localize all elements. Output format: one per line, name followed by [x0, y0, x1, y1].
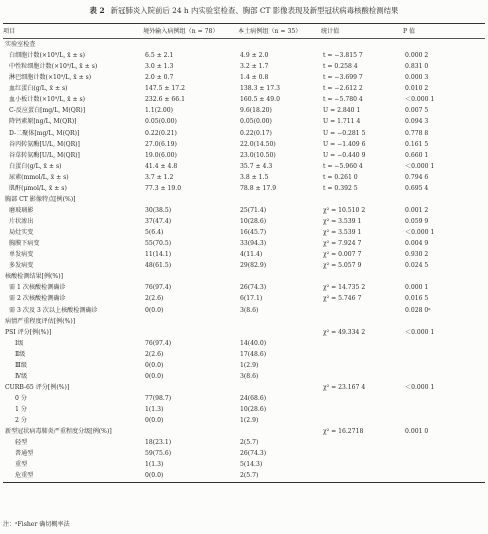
table-row: [3, 172, 485, 183]
p-value-cell: 0.007 5: [405, 107, 429, 115]
statistic-cell: χ² = 0.007 7: [323, 251, 362, 259]
local-group-cell: 5(14.3): [240, 461, 263, 469]
local-group-cell: 22.0(14.50): [240, 140, 276, 148]
imported-group-cell: 19.0(6.00): [145, 151, 177, 159]
table-row: [3, 349, 485, 360]
table-row: [3, 260, 485, 271]
table-row: [3, 216, 485, 227]
p-value-cell: [403, 448, 485, 459]
item-name-cell: 重型: [15, 461, 28, 469]
table-row: [3, 360, 485, 371]
p-value-cell: 0.016 5: [405, 295, 429, 303]
table-row: [3, 61, 485, 72]
local-group-cell: 160.5 ± 49.0: [240, 96, 280, 104]
p-value-cell: [403, 338, 485, 349]
table-row: [3, 437, 485, 448]
local-group-cell: 3(8.6): [240, 372, 259, 380]
table-row: [3, 459, 485, 470]
imported-group-cell: 76(97.4): [145, 284, 172, 292]
statistic-cell: χ² = 5.746 7: [323, 295, 362, 303]
item-name-cell: C-反应蛋白[mg/L, M(QR)]: [9, 107, 86, 115]
imported-group-cell: 2(2.6): [145, 350, 164, 358]
table-caption: [0, 5, 488, 16]
statistic-cell: [321, 305, 403, 316]
item-name-cell: PSI 评分[例(%)]: [5, 328, 52, 336]
p-value-cell: 0.000 2: [405, 52, 429, 60]
p-value-cell: [403, 437, 485, 448]
imported-group-cell: 77(98.7): [145, 395, 172, 403]
statistic-cell: [321, 448, 403, 459]
imported-group-cell: 59(75.6): [145, 450, 172, 458]
p-value-cell: [403, 404, 485, 415]
table-row: [3, 105, 485, 116]
imported-group-cell: 77.3 ± 19.0: [145, 184, 182, 192]
table-row: [3, 50, 485, 61]
imported-group-cell: 48(61.5): [145, 262, 172, 270]
local-group-cell: 1(2.9): [240, 417, 259, 425]
item-name-cell: 0 分: [15, 395, 27, 403]
imported-group-cell: 1.1(2.00): [145, 107, 174, 115]
p-value-cell: ＜0.000 1: [405, 96, 435, 104]
imported-group-cell: 30(38.5): [145, 206, 172, 214]
imported-group-cell: 0(0.0): [145, 417, 164, 425]
statistic-cell: t = 0.392 5: [323, 184, 358, 192]
p-value-cell: [403, 39, 485, 51]
p-value-cell: [403, 360, 485, 371]
item-name-cell: 普通型: [15, 450, 34, 458]
local-group-cell: 17(48.6): [240, 350, 267, 358]
local-group-cell: 35.7 ± 4.3: [240, 162, 273, 170]
statistic-cell: [321, 437, 403, 448]
header-p-value: P 值: [403, 24, 485, 39]
statistic-cell: t = −5.780 4: [323, 96, 363, 104]
statistic-cell: χ² = 23.167 4: [323, 383, 366, 391]
imported-group-cell: 0.05(0.00): [145, 118, 177, 126]
p-value-cell: [403, 415, 485, 426]
item-name-cell: D-二聚体[mg/L, M(QR)]: [9, 129, 80, 137]
local-group-cell: 14(40.0): [240, 339, 267, 347]
p-value-cell: [403, 371, 485, 382]
local-group-cell: 1(2.9): [240, 361, 259, 369]
results-table: [3, 23, 485, 483]
table-row: [3, 238, 485, 249]
table-row: [3, 404, 485, 415]
statistic-cell: [321, 349, 403, 360]
table-row: [3, 293, 485, 304]
local-group-cell: 0.05(0.00): [240, 118, 272, 126]
item-name-cell: 实验室检查: [5, 41, 36, 49]
local-group-cell: 1.4 ± 0.8: [240, 74, 269, 82]
p-value-cell: 0.094 3: [405, 118, 429, 126]
statistic-cell: t = −2.612 2: [323, 85, 363, 93]
local-group-cell: 4.9 ± 2.0: [240, 52, 269, 60]
statistic-cell: [321, 470, 403, 482]
statistic-cell: χ² = 3.539 1: [323, 218, 362, 226]
local-group-cell: 23.0(10.50): [240, 151, 276, 159]
p-value-cell: [403, 194, 485, 205]
statistic-cell: χ² = 3.539 1: [323, 229, 362, 237]
imported-group-cell: [143, 39, 238, 51]
imported-group-cell: 5(6.4): [145, 229, 164, 237]
item-name-cell: 胸部 CT 影像特点[例(%)]: [5, 195, 76, 203]
statistic-cell: [321, 404, 403, 415]
p-value-cell: 0.161 5: [405, 140, 429, 148]
table-row: [3, 271, 485, 282]
local-group-cell: 2(5.7): [238, 470, 321, 482]
item-name-cell: 局灶实变: [9, 229, 34, 237]
local-group-cell: [238, 382, 321, 393]
local-group-cell: 2(5.7): [240, 439, 259, 447]
item-name-cell: 尿素(mmol/L, x̄ ± s): [9, 173, 69, 181]
statistic-cell: [321, 415, 403, 426]
item-name-cell: 胸膜下病变: [9, 240, 40, 248]
statistic-cell: t = 0.258 4: [323, 63, 358, 71]
item-name-cell: 需 2 次核酸检测确诊: [9, 295, 66, 303]
table-row: [3, 249, 485, 260]
local-group-cell: 24(68.6): [240, 395, 267, 403]
item-name-cell: 白细胞计数(×10⁹/L, x̄ ± s): [9, 52, 86, 60]
p-value-cell: [403, 470, 485, 482]
statistic-cell: t = −5.960 4: [323, 162, 363, 170]
p-value-cell: ＜0.000 1: [405, 229, 435, 237]
table-row: [3, 205, 485, 216]
item-name-cell: 淋巴细胞计数(×10⁹/L, x̄ ± s): [9, 74, 92, 82]
imported-group-cell: 0(0.0): [143, 470, 238, 482]
table-row: [3, 39, 485, 51]
imported-group-cell: [143, 316, 238, 327]
item-name-cell: 需 1 次核酸检测确诊: [9, 284, 66, 292]
p-value-cell: 0.024 5: [405, 262, 429, 270]
p-value-cell: 0.059 9: [405, 218, 429, 226]
imported-group-cell: 1(1.3): [145, 461, 164, 469]
table-row: [3, 316, 485, 327]
item-name-cell: 核酸检测结果[例(%)]: [5, 273, 63, 281]
imported-group-cell: [143, 327, 238, 338]
p-value-cell: 0.660 1: [405, 151, 429, 159]
item-name-cell: 白蛋白(g/L, x̄ ± s): [9, 162, 62, 170]
table-row: [3, 72, 485, 83]
item-name-cell: 谷草转氨酶[U/L, M(QR)]: [9, 151, 80, 159]
local-group-cell: 0.22(0.17): [240, 129, 272, 137]
local-group-cell: 25(71.4): [240, 206, 267, 214]
table-title: 新冠肺炎入院前后 24 h 内实验室检查、胸部 CT 影像表现及新型冠状病毒核酸检测结果: [110, 6, 399, 15]
p-value-cell: 0.001 0: [405, 428, 429, 436]
imported-group-cell: 18(23.1): [145, 439, 172, 447]
p-value-cell: 0.000 1: [405, 284, 429, 292]
statistic-cell: χ² = 14.735 2: [323, 284, 366, 292]
p-value-cell: 0.778 8: [405, 129, 429, 137]
statistic-cell: [321, 338, 403, 349]
local-group-cell: [238, 194, 321, 205]
item-name-cell: 新型冠状病毒肺炎严重程度分级[例(%)]: [5, 428, 112, 436]
p-value-cell: 0.000 3: [405, 74, 429, 82]
imported-group-cell: 37(47.4): [145, 218, 172, 226]
imported-group-cell: 0(0.0): [145, 361, 164, 369]
table-row: [3, 161, 485, 172]
table-row: [3, 470, 485, 482]
local-group-cell: 3.8 ± 1.5: [240, 173, 269, 181]
table-row: [3, 227, 485, 238]
p-value-cell: [403, 316, 485, 327]
item-name-cell: 多发病变: [9, 262, 34, 270]
item-name-cell: 轻型: [15, 439, 28, 447]
item-name-cell: 1 分: [15, 406, 27, 414]
item-name-cell: 中性粒细胞计数(×10⁹/L, x̄ ± s): [9, 63, 98, 71]
local-group-cell: 3.2 ± 1.7: [240, 63, 269, 71]
table-row: [3, 415, 485, 426]
statistic-cell: [321, 371, 403, 382]
table-row: [3, 128, 485, 139]
statistic-cell: [321, 360, 403, 371]
table-row: [3, 139, 485, 150]
imported-group-cell: [143, 194, 238, 205]
table-row: [3, 338, 485, 349]
item-name-cell: Ⅰ级: [15, 339, 24, 347]
item-name-cell: Ⅲ级: [15, 361, 27, 369]
statistic-cell: χ² = 16.2718: [323, 428, 364, 436]
table-number: 表 2: [89, 6, 105, 15]
table-row: [3, 371, 485, 382]
local-group-cell: [238, 316, 321, 327]
p-value-cell: [403, 393, 485, 404]
imported-group-cell: 3.7 ± 1.2: [145, 173, 174, 181]
statistic-cell: χ² = 7.924 7: [323, 240, 362, 248]
local-group-cell: 33(94.3): [240, 240, 267, 248]
table-row: [3, 150, 485, 161]
item-name-cell: 危重型: [3, 470, 143, 482]
imported-group-cell: [143, 271, 238, 282]
p-value-cell: 0.004 9: [405, 240, 429, 248]
item-name-cell: 2 分: [15, 417, 27, 425]
item-name-cell: 磨玻璃影: [9, 206, 34, 214]
imported-group-cell: 232.6 ± 66.1: [145, 96, 185, 104]
local-group-cell: 138.3 ± 17.3: [240, 85, 280, 93]
statistic-cell: [321, 459, 403, 470]
header-local-group: 本土病例组（n = 35）: [238, 24, 321, 39]
statistic-cell: U = −0.440 9: [323, 151, 366, 159]
item-name-cell: 单发病变: [9, 251, 34, 259]
header-statistic: 统计值: [321, 24, 403, 39]
imported-group-cell: 1(1.3): [145, 406, 164, 414]
p-value-cell: ＜0.000 1: [405, 162, 435, 170]
local-group-cell: 78.8 ± 17.9: [240, 184, 277, 192]
statistic-cell: t = −3.699 7: [323, 74, 363, 82]
statistic-cell: t = −3.815 7: [323, 52, 363, 60]
footnote: 注：ᵃFisher 确切概率法: [3, 521, 70, 528]
item-name-cell: 肌酐(μmol/L, x̄ ± s): [9, 184, 67, 192]
statistic-cell: χ² = 5.057 9: [323, 262, 362, 270]
table-row: [3, 426, 485, 437]
table-row: [3, 327, 485, 338]
p-value-cell: [403, 459, 485, 470]
imported-group-cell: 0(0.0): [145, 372, 164, 380]
statistic-cell: [321, 316, 403, 327]
statistic-cell: [321, 39, 403, 51]
local-group-cell: [238, 327, 321, 338]
local-group-cell: [238, 39, 321, 51]
p-value-cell: 0.794 6: [405, 173, 429, 181]
imported-group-cell: 41.4 ± 4.8: [145, 162, 178, 170]
table-body: [3, 39, 485, 483]
item-name-cell: CURB-65 评分[例(%)]: [5, 383, 70, 391]
statistic-cell: U = 1.711 4: [323, 118, 361, 126]
local-group-cell: 16(45.7): [240, 229, 267, 237]
p-value-cell: 0.930 2: [405, 251, 429, 259]
table-row: [3, 194, 485, 205]
table-row: [3, 448, 485, 459]
table-header-row: [3, 24, 485, 39]
p-value-cell: [403, 271, 485, 282]
table-row: [3, 183, 485, 194]
table-row: [3, 382, 485, 393]
p-value-cell: ＜0.000 1: [405, 383, 435, 391]
item-name-cell: 谷丙转氨酶[U/L, M(QR)]: [9, 140, 80, 148]
p-value-cell: 0.010 2: [405, 85, 429, 93]
statistic-cell: χ² = 10.510 2: [323, 206, 366, 214]
p-value-cell: [403, 349, 485, 360]
table-row: [3, 116, 485, 127]
local-group-cell: 9.6(18.20): [240, 107, 272, 115]
imported-group-cell: 55(70.5): [145, 240, 172, 248]
local-group-cell: 6(17.1): [240, 295, 263, 303]
statistic-cell: [321, 271, 403, 282]
imported-group-cell: [143, 426, 238, 437]
statistic-cell: U = −0.281 5: [323, 129, 366, 137]
table-row: [3, 83, 485, 94]
p-value-cell: 0.001 2: [405, 206, 429, 214]
local-group-cell: 29(82.9): [240, 262, 267, 270]
imported-group-cell: 3.0 ± 1.3: [145, 63, 174, 71]
local-group-cell: [238, 426, 321, 437]
p-value-cell: 0.695 4: [405, 184, 429, 192]
item-name-cell: 血红蛋白(g/L, x̄ ± s): [9, 85, 68, 93]
p-value-cell: 0.028 0ᵃ: [405, 306, 431, 314]
p-value-cell: 0.831 0: [405, 63, 429, 71]
statistic-cell: U = −1.409 6: [323, 140, 366, 148]
item-name-cell: 降钙素原[ng/L, M(QR)]: [9, 118, 77, 126]
table-row: [3, 282, 485, 293]
p-value-cell: ＜0.000 1: [405, 328, 435, 336]
item-name-cell: 血小板计数(×10⁹/L, x̄ ± s): [9, 96, 86, 104]
local-group-cell: 26(74.3): [240, 450, 267, 458]
imported-group-cell: 11(14.1): [145, 251, 172, 259]
header-imported-group: 境外输入病例组（n = 78）: [143, 24, 238, 39]
statistic-cell: [321, 393, 403, 404]
item-name-cell: 片状渗出: [9, 218, 34, 226]
statistic-cell: χ² = 49.334 2: [323, 328, 366, 336]
imported-group-cell: 147.5 ± 17.2: [145, 85, 185, 93]
item-name-cell: 需 3 次及 3 次以上核酸检测确诊: [9, 306, 98, 314]
local-group-cell: 3(8.6): [240, 306, 259, 314]
statistic-cell: t = 0.261 0: [323, 173, 358, 181]
local-group-cell: 10(28.6): [240, 406, 267, 414]
imported-group-cell: 0.22(0.21): [145, 129, 177, 137]
imported-group-cell: 2.0 ± 0.7: [145, 74, 174, 82]
table-row: [3, 393, 485, 404]
imported-group-cell: [143, 382, 238, 393]
imported-group-cell: 27.0(6.19): [145, 140, 177, 148]
imported-group-cell: 76(97.4): [145, 339, 172, 347]
imported-group-cell: 2(2.6): [145, 295, 164, 303]
local-group-cell: 4(11.4): [240, 251, 263, 259]
item-name-cell: Ⅱ级: [15, 350, 26, 358]
local-group-cell: 26(74.3): [240, 284, 267, 292]
statistic-cell: [321, 194, 403, 205]
item-name-cell: Ⅳ级: [15, 372, 28, 380]
header-item: 项目: [3, 24, 143, 39]
statistic-cell: U = 2.840 1: [323, 107, 361, 115]
item-name-cell: 病情严重程度评估[例(%)]: [5, 317, 76, 325]
table-row: [3, 94, 485, 105]
table-row: [3, 305, 485, 316]
imported-group-cell: 6.5 ± 2.1: [145, 52, 174, 60]
imported-group-cell: 0(0.0): [145, 306, 164, 314]
local-group-cell: [238, 271, 321, 282]
local-group-cell: 10(28.6): [240, 218, 267, 226]
